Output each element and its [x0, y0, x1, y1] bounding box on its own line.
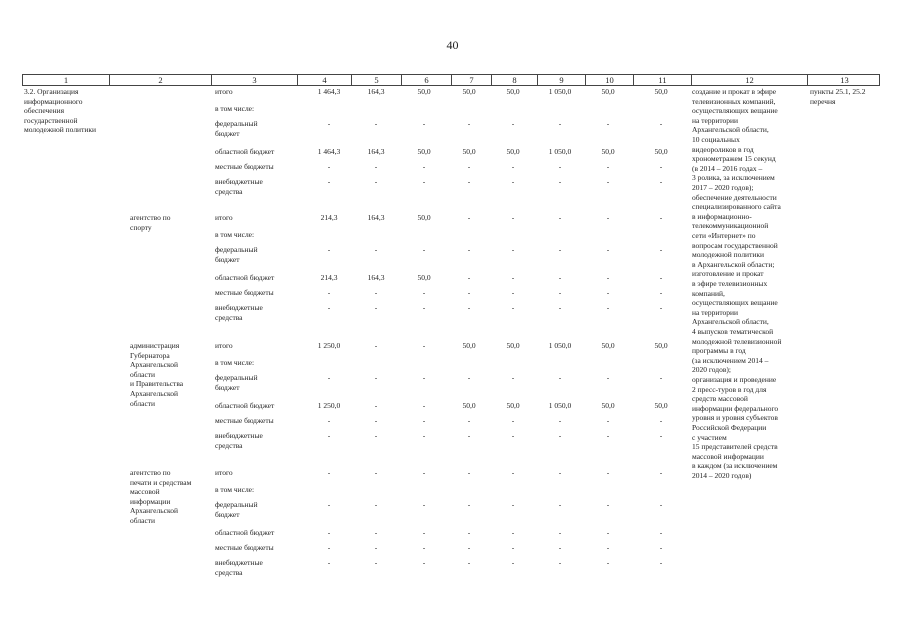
- amount-cell: -: [606, 528, 610, 537]
- amount-cell: -: [374, 373, 378, 382]
- amount-cell: -: [511, 558, 515, 567]
- page-number: 40: [446, 38, 459, 52]
- amount-cell: 214,3: [320, 213, 338, 222]
- amount-cell: 50,0: [506, 147, 520, 156]
- amount-cell: -: [511, 431, 515, 440]
- funding-source-label: федеральный: [215, 373, 258, 382]
- amount-cell: -: [511, 273, 515, 282]
- amount-cell: 164,3: [367, 87, 385, 96]
- amount-cell: -: [558, 303, 562, 312]
- amount-cell: -: [467, 303, 471, 312]
- amount-cell: -: [659, 468, 663, 477]
- result-text-line: изготовление и прокат: [692, 269, 764, 279]
- funding-source-label: средства: [215, 440, 243, 450]
- header-col-7: 7: [451, 75, 491, 85]
- reference-line: перечня: [810, 96, 836, 106]
- amount-cell: -: [422, 303, 426, 312]
- amount-cell: 50,0: [462, 401, 476, 410]
- funding-source-label: внебюджетные: [215, 431, 263, 440]
- amount-cell: -: [511, 288, 515, 297]
- amount-cell: -: [511, 373, 515, 382]
- executor-line: информации: [130, 496, 171, 506]
- activity-line: 3.2. Организация: [24, 87, 79, 96]
- amount-cell: -: [467, 273, 471, 282]
- amount-cell: -: [327, 500, 331, 509]
- amount-cell: -: [606, 558, 610, 567]
- amount-cell: -: [659, 558, 663, 567]
- funding-source-label: бюджет: [215, 509, 240, 519]
- amount-cell: -: [511, 528, 515, 537]
- amount-cell: -: [327, 558, 331, 567]
- result-text-line: на территории: [692, 307, 739, 317]
- result-text-line: Архангельской области,: [692, 317, 769, 327]
- result-text-line: 15 представителей средств: [692, 442, 778, 452]
- amount-cell: 1 250,0: [317, 341, 341, 350]
- result-text-line: молодежной политики: [692, 250, 765, 260]
- result-text-line: в каждом (за исключением: [692, 461, 778, 471]
- amount-cell: 50,0: [417, 87, 431, 96]
- amount-cell: 50,0: [601, 341, 615, 350]
- funding-source-label: бюджет: [215, 254, 240, 264]
- amount-cell: -: [467, 558, 471, 567]
- amount-cell: -: [659, 416, 663, 425]
- amount-cell: -: [659, 273, 663, 282]
- reference-line: пункты 25.1, 25.2: [810, 87, 866, 96]
- amount-cell: -: [327, 245, 331, 254]
- result-text-line: специализированного сайта: [692, 202, 781, 212]
- header-col-6: 6: [401, 75, 451, 85]
- funding-source-label: областной бюджет: [215, 147, 275, 156]
- amount-cell: -: [374, 416, 378, 425]
- funding-source-label: местные бюджеты: [215, 416, 274, 425]
- amount-cell: -: [374, 162, 378, 171]
- activity-line: информационного: [24, 96, 83, 106]
- activity-line: обеспечения: [24, 106, 65, 116]
- amount-cell: -: [659, 543, 663, 552]
- executor-line: агентство по: [130, 213, 171, 222]
- amount-cell: -: [558, 288, 562, 297]
- amount-cell: -: [374, 177, 378, 186]
- funding-source-label: итого: [215, 87, 233, 96]
- result-text-line: 10 социальных: [692, 135, 740, 144]
- amount-cell: -: [606, 177, 610, 186]
- amount-cell: 50,0: [462, 147, 476, 156]
- amount-cell: -: [558, 528, 562, 537]
- header-col-3: 3: [211, 75, 297, 85]
- amount-cell: -: [606, 213, 610, 222]
- amount-cell: -: [558, 245, 562, 254]
- amount-cell: -: [467, 431, 471, 440]
- amount-cell: -: [422, 558, 426, 567]
- amount-cell: -: [659, 528, 663, 537]
- amount-cell: -: [659, 431, 663, 440]
- amount-cell: 50,0: [506, 401, 520, 410]
- header-col-10: 10: [585, 75, 633, 85]
- result-text-line: молодежной телевизионной: [692, 336, 782, 346]
- amount-cell: -: [422, 431, 426, 440]
- result-text-line: 3 ролика, за исключением: [692, 173, 775, 183]
- result-text-line: 2 пресс-туров в год для: [692, 384, 767, 394]
- funding-source-label: местные бюджеты: [215, 162, 274, 171]
- amount-cell: -: [606, 431, 610, 440]
- amount-cell: -: [327, 543, 331, 552]
- funding-source-label: в том числе:: [215, 485, 255, 494]
- result-text-line: вопросам государственной: [692, 240, 778, 250]
- amount-cell: -: [558, 119, 562, 128]
- executor-line: печати и средствам: [130, 477, 192, 487]
- amount-cell: 1 050,0: [548, 147, 572, 156]
- amount-cell: -: [374, 119, 378, 128]
- amount-cell: -: [467, 162, 471, 171]
- amount-cell: 164,3: [367, 213, 385, 222]
- amount-cell: 1 050,0: [548, 341, 572, 350]
- amount-cell: -: [606, 303, 610, 312]
- amount-cell: -: [422, 468, 426, 477]
- amount-cell: -: [467, 500, 471, 509]
- amount-cell: -: [327, 416, 331, 425]
- funding-source-label: федеральный: [215, 245, 258, 254]
- amount-cell: 164,3: [367, 273, 385, 282]
- amount-cell: -: [606, 373, 610, 382]
- funding-source-label: областной бюджет: [215, 273, 275, 282]
- amount-cell: -: [422, 543, 426, 552]
- amount-cell: -: [422, 119, 426, 128]
- result-text-line: 2014 – 2020 годов): [692, 471, 752, 480]
- amount-cell: 50,0: [417, 147, 431, 156]
- amount-cell: 50,0: [601, 87, 615, 96]
- amount-cell: 50,0: [506, 87, 520, 96]
- header-col-4: 4: [297, 75, 351, 85]
- amount-cell: -: [327, 119, 331, 128]
- result-text-line: (за исключением 2014 –: [692, 355, 769, 365]
- funding-source-label: в том числе:: [215, 358, 255, 367]
- funding-source-label: в том числе:: [215, 230, 255, 239]
- amount-cell: -: [422, 528, 426, 537]
- amount-cell: -: [558, 500, 562, 509]
- amount-cell: -: [606, 416, 610, 425]
- amount-cell: -: [327, 303, 331, 312]
- result-text-line: обеспечение деятельности: [692, 192, 777, 202]
- header-col-2: 2: [109, 75, 211, 85]
- funding-source-label: местные бюджеты: [215, 288, 274, 297]
- amount-cell: 50,0: [417, 213, 431, 222]
- amount-cell: 50,0: [506, 341, 520, 350]
- amount-cell: 1 464,3: [317, 87, 341, 96]
- amount-cell: -: [606, 500, 610, 509]
- amount-cell: -: [374, 341, 378, 350]
- funding-source-label: внебюджетные: [215, 177, 263, 186]
- executor-line: администрация: [130, 341, 180, 350]
- amount-cell: -: [374, 431, 378, 440]
- amount-cell: -: [374, 468, 378, 477]
- amount-cell: -: [606, 245, 610, 254]
- amount-cell: -: [511, 416, 515, 425]
- result-text-line: 4 выпусков тематической: [692, 327, 774, 336]
- amount-cell: -: [422, 288, 426, 297]
- amount-cell: -: [467, 416, 471, 425]
- amount-cell: -: [422, 245, 426, 254]
- amount-cell: -: [659, 119, 663, 128]
- amount-cell: -: [558, 468, 562, 477]
- amount-cell: -: [467, 373, 471, 382]
- executor-line: спорту: [130, 222, 152, 232]
- amount-cell: -: [606, 162, 610, 171]
- result-text-line: программы в год: [692, 346, 746, 356]
- funding-source-label: бюджет: [215, 382, 240, 392]
- amount-cell: -: [558, 162, 562, 171]
- result-text-line: телекоммуникационной: [692, 221, 769, 231]
- funding-source-label: итого: [215, 213, 233, 222]
- amount-cell: -: [606, 273, 610, 282]
- amount-cell: -: [606, 119, 610, 128]
- amount-cell: -: [327, 528, 331, 537]
- result-text-line: 2017 – 2020 годов);: [692, 183, 754, 192]
- amount-cell: 50,0: [654, 147, 668, 156]
- result-text-line: осуществляющих вещание: [692, 298, 778, 308]
- amount-cell: -: [327, 431, 331, 440]
- amount-cell: 50,0: [462, 341, 476, 350]
- amount-cell: -: [606, 288, 610, 297]
- amount-cell: 50,0: [417, 273, 431, 282]
- result-text-line: создание и прокат в эфире: [692, 87, 777, 96]
- amount-cell: 214,3: [320, 273, 338, 282]
- funding-source-label: федеральный: [215, 500, 258, 509]
- executor-line: Губернатора: [130, 350, 170, 360]
- amount-cell: -: [374, 500, 378, 509]
- amount-cell: -: [511, 303, 515, 312]
- executor-line: Архангельской: [130, 360, 178, 370]
- amount-cell: -: [374, 401, 378, 410]
- executor-line: области: [130, 398, 156, 408]
- amount-cell: -: [558, 431, 562, 440]
- amount-cell: 50,0: [462, 87, 476, 96]
- amount-cell: -: [659, 213, 663, 222]
- header-col-11: 11: [633, 75, 691, 85]
- funding-source-label: итого: [215, 341, 233, 350]
- amount-cell: 50,0: [654, 401, 668, 410]
- result-text-line: информации федерального: [692, 403, 779, 413]
- amount-cell: -: [659, 303, 663, 312]
- result-text-line: 2020 годов);: [692, 365, 731, 375]
- result-text-line: Российской Федерации: [692, 423, 767, 432]
- amount-cell: -: [659, 500, 663, 509]
- result-text-line: на территории: [692, 115, 739, 125]
- amount-cell: -: [374, 528, 378, 537]
- amount-cell: 1 464,3: [317, 147, 341, 156]
- executor-line: агентство по: [130, 468, 171, 477]
- funding-source-label: федеральный: [215, 119, 258, 128]
- funding-source-label: внебюджетные: [215, 558, 263, 567]
- amount-cell: -: [467, 245, 471, 254]
- header-col-9: 9: [537, 75, 585, 85]
- amount-cell: -: [374, 245, 378, 254]
- amount-cell: -: [511, 213, 515, 222]
- amount-cell: -: [374, 303, 378, 312]
- result-text-line: хронометражем 15 секунд: [692, 154, 776, 164]
- executor-line: области: [130, 516, 156, 525]
- result-text-line: в Архангельской области;: [692, 259, 775, 269]
- amount-cell: -: [659, 162, 663, 171]
- funding-source-label: средства: [215, 567, 243, 577]
- result-text-line: Архангельской области,: [692, 125, 769, 135]
- amount-cell: -: [327, 177, 331, 186]
- funding-source-label: областной бюджет: [215, 528, 275, 537]
- executor-line: Архангельской: [130, 506, 178, 516]
- amount-cell: -: [511, 468, 515, 477]
- amount-cell: 50,0: [654, 341, 668, 350]
- amount-cell: -: [374, 558, 378, 567]
- amount-cell: -: [659, 288, 663, 297]
- amount-cell: -: [511, 543, 515, 552]
- funding-source-label: бюджет: [215, 128, 240, 138]
- funding-source-label: в том числе:: [215, 104, 255, 113]
- amount-cell: -: [558, 543, 562, 552]
- amount-cell: -: [467, 213, 471, 222]
- amount-cell: -: [606, 468, 610, 477]
- amount-cell: -: [422, 401, 426, 410]
- amount-cell: -: [558, 273, 562, 282]
- amount-cell: -: [558, 213, 562, 222]
- amount-cell: -: [511, 119, 515, 128]
- header-col-13: 13: [807, 75, 881, 85]
- amount-cell: 50,0: [601, 401, 615, 410]
- funding-source-label: средства: [215, 312, 243, 322]
- result-text-line: (в 2014 – 2016 годах –: [692, 163, 763, 173]
- result-text-line: телевизионных компаний,: [692, 96, 776, 106]
- executor-line: области: [130, 369, 156, 379]
- activity-line: государственной: [24, 115, 78, 125]
- activity-line: молодежной политики: [24, 125, 97, 135]
- amount-cell: 1 250,0: [317, 401, 341, 410]
- result-text-line: видеороликов в год: [692, 144, 754, 154]
- result-text-line: компаний,: [692, 288, 725, 298]
- amount-cell: -: [422, 500, 426, 509]
- funding-source-label: средства: [215, 186, 243, 196]
- result-text-line: уровня и уровня субъектов: [692, 413, 778, 423]
- amount-cell: 1 050,0: [548, 87, 572, 96]
- amount-cell: -: [422, 162, 426, 171]
- table-header: [22, 74, 880, 86]
- amount-cell: -: [327, 288, 331, 297]
- result-text-line: массовой информации: [692, 451, 764, 461]
- amount-cell: -: [467, 528, 471, 537]
- amount-cell: -: [558, 558, 562, 567]
- executor-line: Архангельской: [130, 389, 178, 398]
- result-text-line: средств массовой: [692, 394, 748, 404]
- result-text-line: в информационно-: [692, 211, 752, 221]
- executor-line: и Правительства: [130, 379, 184, 389]
- amount-cell: -: [659, 245, 663, 254]
- amount-cell: 50,0: [601, 147, 615, 156]
- amount-cell: -: [327, 373, 331, 382]
- amount-cell: -: [558, 177, 562, 186]
- amount-cell: -: [467, 119, 471, 128]
- amount-cell: -: [422, 177, 426, 186]
- funding-source-label: областной бюджет: [215, 401, 275, 410]
- amount-cell: -: [511, 245, 515, 254]
- header-col-12: 12: [691, 75, 807, 85]
- amount-cell: -: [422, 341, 426, 350]
- amount-cell: -: [659, 373, 663, 382]
- amount-cell: 164,3: [367, 147, 385, 156]
- amount-cell: -: [327, 162, 331, 171]
- executor-line: массовой: [130, 487, 160, 497]
- amount-cell: -: [422, 416, 426, 425]
- result-text-line: в эфире телевизионных: [692, 279, 768, 288]
- amount-cell: -: [374, 543, 378, 552]
- amount-cell: -: [467, 543, 471, 552]
- funding-source-label: итого: [215, 468, 233, 477]
- header-col-5: 5: [351, 75, 401, 85]
- amount-cell: -: [467, 468, 471, 477]
- amount-cell: -: [422, 373, 426, 382]
- amount-cell: -: [511, 162, 515, 171]
- funding-source-label: внебюджетные: [215, 303, 263, 312]
- amount-cell: -: [606, 543, 610, 552]
- amount-cell: -: [467, 288, 471, 297]
- result-text-line: организация и проведение: [692, 375, 777, 384]
- amount-cell: 1 050,0: [548, 401, 572, 410]
- header-col-1: 1: [63, 75, 69, 85]
- funding-source-label: местные бюджеты: [215, 543, 274, 552]
- amount-cell: -: [659, 177, 663, 186]
- amount-cell: -: [511, 500, 515, 509]
- header-col-8: 8: [491, 75, 537, 85]
- result-text-line: осуществляющих вещание: [692, 106, 778, 116]
- result-text-line: с участием: [692, 432, 727, 442]
- amount-cell: -: [511, 177, 515, 186]
- result-text-line: сети «Интернет» по: [692, 231, 756, 240]
- amount-cell: -: [467, 177, 471, 186]
- amount-cell: -: [558, 416, 562, 425]
- amount-cell: -: [374, 288, 378, 297]
- amount-cell: -: [558, 373, 562, 382]
- amount-cell: -: [327, 468, 331, 477]
- amount-cell: 50,0: [654, 87, 668, 96]
